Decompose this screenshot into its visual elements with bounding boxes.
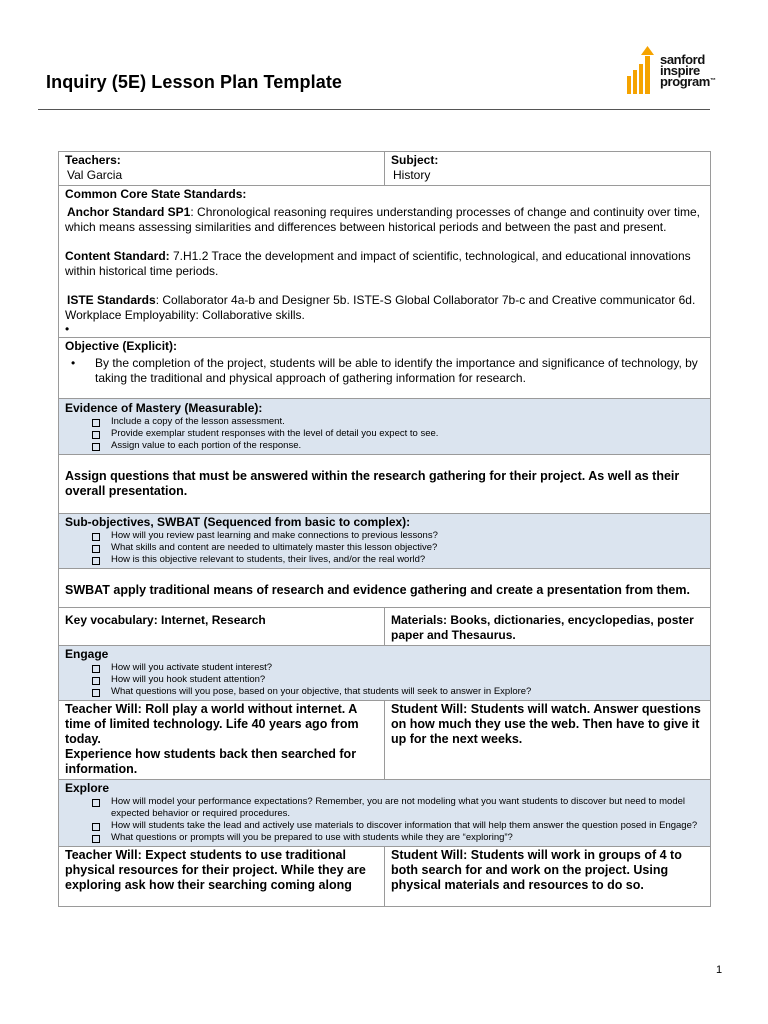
evidence-heading-cell bbox=[59, 399, 711, 455]
teachers-subject-row bbox=[59, 152, 711, 186]
anchor-standard-label: Anchor Standard SP1 bbox=[67, 205, 191, 219]
materials-cell bbox=[385, 608, 711, 646]
subobjectives-heading-row bbox=[59, 514, 711, 569]
iste-standards bbox=[65, 293, 704, 308]
explore-student-will: Student Will: Students will work in groups of 4 to both search for and work on the project. Using physical materials and resources to do so. bbox=[391, 848, 682, 892]
subject-cell bbox=[385, 152, 711, 186]
subobjective-item: How is this objective relevant to students, their lives, and/or the real world? bbox=[89, 554, 704, 566]
engage-item: How will you activate student interest? bbox=[89, 662, 704, 674]
standards-cell bbox=[59, 186, 711, 338]
evidence-item: Assign value to each portion of the response. bbox=[89, 440, 704, 452]
explore-teacher-will: Teacher Will: Expect students to use traditional physical resources for their project. While they are exploring ask how their searching coming along bbox=[65, 848, 366, 892]
explore-heading-cell bbox=[59, 780, 711, 847]
empty-bullet: • bbox=[65, 322, 70, 336]
engage-roles-row bbox=[59, 701, 711, 780]
vocab-cell bbox=[59, 608, 385, 646]
page-title: Inquiry (5E) Lesson Plan Template bbox=[46, 72, 343, 92]
evidence-answer: Assign questions that must be answered within the research gathering for their project. As well as their overall presentation. bbox=[65, 469, 680, 498]
logo-line-2: inspire bbox=[660, 63, 700, 78]
sanford-inspire-logo bbox=[625, 46, 725, 96]
materials: Materials: Books, dictionaries, encyclopedias, poster paper and Thesaurus. bbox=[391, 613, 694, 642]
explore-roles-row bbox=[59, 847, 711, 907]
anchor-standard-text: : Chronological reasoning requires understanding processes of change and continuity over time, which means assessing similarities and differences between historical periods and between the past and present. bbox=[65, 205, 700, 234]
engage-student-cell bbox=[385, 701, 711, 780]
explore-heading: Explore bbox=[65, 781, 110, 795]
iste-standards-text: : Collaborator 4a-b and Designer 5b. ISTE-S Global Collaborator 7b-c and Creative communicator 6d. bbox=[155, 293, 696, 307]
engage-teacher-experience: Experience how students back then searched for information. bbox=[65, 747, 357, 776]
content-standard bbox=[65, 249, 704, 279]
anchor-standard bbox=[65, 205, 704, 235]
subobjective-item: How will you review past learning and make connections to previous lessons? bbox=[89, 530, 704, 542]
standards-heading: Common Core State Standards: bbox=[65, 187, 247, 201]
teachers-value: Val Garcia bbox=[67, 168, 123, 182]
objective-heading: Objective (Explicit): bbox=[65, 339, 178, 353]
evidence-item: Provide exemplar student responses with the level of detail you expect to see. bbox=[89, 428, 704, 440]
evidence-checklist bbox=[65, 416, 704, 452]
subobjectives-answer-cell bbox=[59, 569, 711, 608]
iste-standards-label: ISTE Standards bbox=[67, 293, 156, 307]
engage-item: How will you hook student attention? bbox=[89, 674, 704, 686]
engage-checklist bbox=[65, 662, 704, 698]
page-number: 1 bbox=[716, 964, 723, 976]
evidence-item: Include a copy of the lesson assessment. bbox=[89, 416, 704, 428]
explore-item: What questions or prompts will you be prepared to use with students while they are “exploring”? bbox=[89, 832, 704, 844]
logo-line-3: program™ bbox=[660, 74, 716, 89]
subobjectives-heading: Sub-objectives, SWBAT (Sequenced from basic to complex): bbox=[65, 515, 411, 529]
logo-line-1: sanford bbox=[660, 52, 705, 67]
evidence-heading-row bbox=[59, 399, 711, 455]
workplace-employability: Workplace Employability: Collaborative skills. bbox=[65, 308, 305, 322]
evidence-heading: Evidence of Mastery (Measurable): bbox=[65, 401, 263, 415]
engage-heading-cell bbox=[59, 646, 711, 701]
explore-checklist bbox=[65, 796, 704, 844]
key-vocabulary: Key vocabulary: Internet, Research bbox=[65, 613, 266, 627]
subobjectives-answer: SWBAT apply traditional means of research and evidence gathering and create a presentation from them. bbox=[65, 583, 690, 597]
objective-cell bbox=[59, 338, 711, 399]
logo-wordmark bbox=[660, 54, 716, 87]
content-standard-text: 7.H1.2 Trace the development and impact of scientific, technological, and educational innovations within historical time periods. bbox=[65, 249, 691, 278]
standards-row bbox=[59, 186, 711, 338]
subobjectives-checklist bbox=[65, 530, 704, 566]
teachers-label: Teachers: bbox=[65, 153, 121, 167]
logo-bars-icon bbox=[625, 46, 661, 96]
explore-teacher-cell bbox=[59, 847, 385, 907]
engage-student-will: Student Will: Students will watch. Answer questions on how much they use the web. Then have to give it up for the next weeks. bbox=[391, 702, 701, 746]
engage-item: What questions will you pose, based on your objective, that students will seek to answer in Explore? bbox=[89, 686, 704, 698]
subobjectives-heading-cell bbox=[59, 514, 711, 569]
explore-item: How will model your performance expectations? Remember, you are not modeling what you want students to discover but need to model expected behavior or required procedures. bbox=[89, 796, 704, 820]
teachers-cell bbox=[59, 152, 385, 186]
explore-student-cell bbox=[385, 847, 711, 907]
subject-value: History bbox=[393, 168, 431, 182]
engage-heading: Engage bbox=[65, 647, 109, 661]
objective-list bbox=[65, 356, 704, 386]
engage-heading-row bbox=[59, 646, 711, 701]
explore-heading-row bbox=[59, 780, 711, 847]
content-standard-label: Content Standard: bbox=[65, 249, 170, 263]
lesson-plan-table bbox=[58, 151, 711, 907]
evidence-answer-cell bbox=[59, 455, 711, 514]
evidence-answer-row bbox=[59, 455, 711, 514]
engage-teacher-will: Teacher Will: Roll play a world without internet. A time of limited technology. Life 40 years ago from today. bbox=[65, 702, 359, 746]
subobjective-item: What skills and content are needed to ultimately master this lesson objective? bbox=[89, 542, 704, 554]
vocab-materials-row bbox=[59, 608, 711, 646]
subject-label: Subject: bbox=[391, 153, 439, 167]
explore-item: How will students take the lead and actively use materials to discover information that will help them answer the question posed in Engage? bbox=[89, 820, 704, 832]
subobjectives-answer-row bbox=[59, 569, 711, 608]
engage-teacher-cell bbox=[59, 701, 385, 780]
header-divider bbox=[38, 109, 710, 110]
objective-row bbox=[59, 338, 711, 399]
objective-bullet: • By the completion of the project, students will be able to identify the importance and significance of technology, by taking the traditional and physical approach of gathering information for research. bbox=[87, 356, 704, 386]
